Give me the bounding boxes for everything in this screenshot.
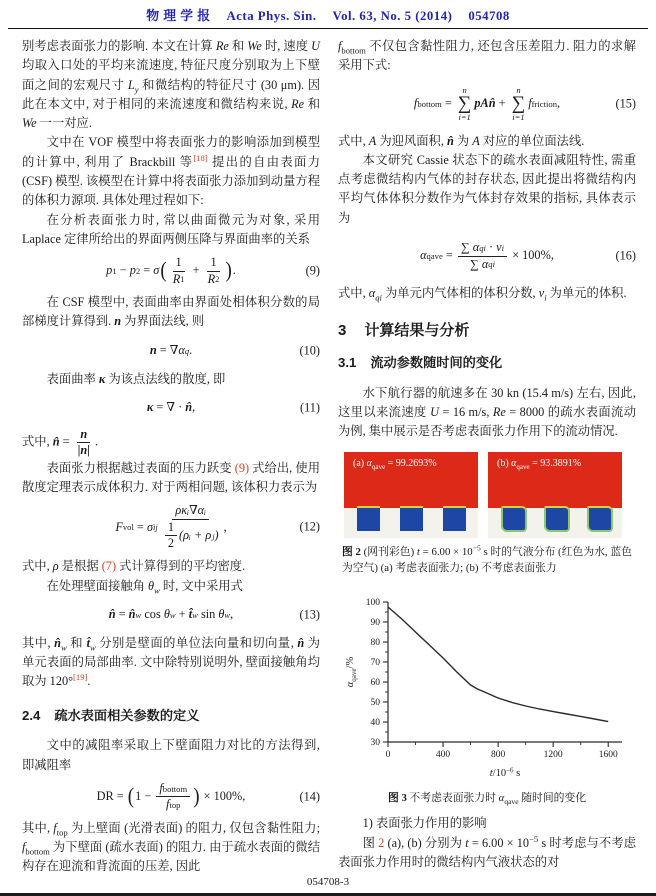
equation-16: α qave = ∑ α qi · v i ∑ α qi × 100%, (16) (420, 240, 636, 271)
equation-number: (13) (299, 607, 320, 622)
paragraph: 其中, $f_{top}$ 为上壁面 (光滑表面) 的阻力, 仅包含黏性阻力; $f_{bottom}$ 为下壁面 (疏水表面) 的阻力. 由于疏水表面的微结构存在迎流和背流面的压差, 因此 (22, 820, 320, 874)
air-pocket (443, 506, 466, 531)
equation-number: (11) (299, 400, 320, 415)
paragraph: 式中, A 为迎风面积, n̂ 为 A 对应的单位面法线. (338, 133, 585, 148)
svg-text:αqave/%: $\alpha_{qave}/\%$ (345, 656, 358, 688)
svg-text:400: 400 (435, 749, 451, 760)
paragraph: 在 CSF 模型中, 表面曲率由界面处相体积分数的局部梯度计算得到. n 为界面法线, 则 (22, 294, 320, 329)
equation-number: (16) (615, 248, 636, 263)
right-column (338, 37, 636, 877)
equation-number: (12) (299, 519, 320, 534)
paragraph: 图 2 (a), (b) 分别为 $t = 6.00 \times 10^{-5}$ s 时考虑与不考虑表面张力作用时的微结构内气液状态的对 (338, 833, 637, 869)
svg-text:40: 40 (370, 717, 380, 728)
equation-number: (10) (299, 342, 320, 357)
equation-number: (14) (299, 789, 320, 804)
page-number: 054708-3 (306, 876, 350, 888)
journal-header (0, 0, 656, 24)
paragraph-continued: 别考虑表面张力的影响. 本文在计算 Re 和 We 时, 速度 U 均取入口处的平均来流速度, 特征尺度分别取为上下壁面之间的宏观尺寸 $L_y$ 和微结构的特征尺寸 (30 μm). 因此在本文中, 对于相同的来流速度和微结构来说, Re 和 We 一一对应. (22, 39, 320, 131)
paragraph: 水下航行器的航速多在 30 kn (15.4 m/s) 左右, 因此, 这里以来流速度 U = 16 m/s, Re = 8000 的疏水表面流动为例, 集中展示是否考虑表面张力作用下的流动情况. (338, 385, 636, 439)
inline-definition: 式中, n̂ = $\frac{n}{|n|}$ . (22, 426, 99, 458)
paragraph: 式中, ρ 是根据 (7) 式计算得到的平均密度. (22, 559, 246, 574)
paragraph: 表面张力根据越过表面的压力跃变 (9) 式给出, 使用散度定理表示成体积力. 对于两相问题, 该体积力表示为 (22, 460, 320, 494)
journal-issue: Vol. 63, No. 5 (2014) (332, 9, 453, 23)
paragraph: 文中在 VOF 模型中将表面张力的影响添加到模型的计算中, 利用了 Brackbill 等[18] 提出的自由表面力 (CSF) 模型. 该模型在计算中将表面张力添加到动量方程的体积力源项. 具体处理过程如下: (22, 135, 321, 208)
paragraph: 在处理壁面接触角 $\theta_w$ 时, 文中采用式 (46, 578, 243, 596)
equation-11: κ = ∇ · n̂ , (11) (22, 395, 320, 421)
svg-text:70: 70 (370, 657, 380, 668)
air-pocket (501, 506, 527, 532)
equation-15: f bottom = n ∑ i=1 pAn̂ + n ∑ i=1 f friction , (15) (413, 85, 636, 122)
article-number: 054708 (468, 9, 510, 23)
figure-2b-image (488, 452, 622, 538)
journal-title-en: Acta Phys. Sin. (226, 9, 317, 23)
svg-text:t/10−6 s: $t/10^{-6}$ s (489, 766, 521, 779)
two-column-body (0, 29, 656, 877)
equation-number: (15) (615, 95, 636, 110)
air-pocket (544, 506, 570, 532)
left-column (22, 37, 320, 877)
paragraph: 文中的减阻率采取上下壁面阻力对比的方法得到, 即减阻率 (22, 738, 320, 772)
svg-text:90: 90 (370, 617, 380, 628)
line-chart-svg (340, 590, 632, 782)
reference-link[interactable]: [18] (193, 152, 208, 163)
svg-text:60: 60 (370, 677, 380, 688)
figure-3-caption: 图 3 不考虑表面张力时 $\alpha_{qave}$ 随时间的变化 (387, 792, 587, 807)
figure-2-caption: 图 2 (网刊彩色) $t = 6.00 \times 10^{-5}$ s 时的气液分布 (红色为水, 蓝色为空气) (a) 考虑表面张力; (b) 不考虑表面张力 (342, 542, 633, 574)
reference-link[interactable]: 2 (378, 835, 385, 850)
equation-14: DR = ( 1 − f bottom f top ) × 100%, (14) (96, 781, 320, 812)
figure-3-chart (340, 590, 636, 788)
subsection-heading-3-1: 3.1 流动参数随时间的变化 (338, 354, 503, 370)
equation-9: p 1 − p 2 = σ ( 1 R 1 + 1 R 2 ) . (9) (106, 255, 320, 286)
paragraph-continued: $f_{bottom}$ 不仅包含黏性阻力, 还包含压差阻力. 阻力的求解采用下式: (338, 39, 636, 73)
svg-text:80: 80 (370, 637, 380, 648)
equation-13: n̂ = n̂ w cos θ w + t̂ w sin θ w , (13) (22, 602, 320, 628)
air-pocket (357, 506, 380, 531)
section-heading-3: 3 计算结果与分析 (338, 322, 470, 340)
paragraph: 在分析表面张力时, 常以曲面微元为对象, 采用 Laplace 定律所给出的界面两侧压降与界面曲率的关系 (22, 212, 320, 246)
svg-text:100: 100 (365, 597, 380, 608)
svg-text:1200: 1200 (543, 749, 563, 760)
figure-2a-label: (a) $\alpha_{qave} = 99.2693\%$ (353, 457, 437, 471)
equation-10: n = ∇ α q . (10) (22, 338, 320, 364)
paragraph: 本文研究 Cassie 状态下的疏水表面减阻特性, 需重点考虑微结构内气体的封存状态, 因此提出将微结构内平均气体体积分数作为气体封存效果的指标, 具体表示为 (338, 152, 636, 225)
paragraph: 式中, $\alpha_{qi}$ 为单元内气体相的体积分数, $v_i$ 为单元的体积. (338, 286, 627, 303)
svg-text:0: 0 (385, 749, 391, 760)
subsection-heading-2-4: 2.4 疏水表面相关参数的定义 (22, 707, 200, 723)
air-pocket (587, 506, 613, 532)
figure-2a-image (344, 452, 478, 538)
reference-link[interactable]: (9) (234, 460, 250, 475)
figure-2b-label: (b) $\alpha_{qave} = 93.3891\%$ (497, 457, 582, 471)
journal-title-cn: 物 理 学 报 (146, 9, 211, 23)
paragraph: 表面曲率 κ 为该点法线的散度, 即 (46, 371, 226, 386)
data-series-line (388, 607, 608, 722)
equation-12: F vol = σ ij ρκᵢ∇αᵢ $\frac{1}{2}$ (ρᵢ + ρⱼ) , (12) (115, 503, 320, 550)
list-item-1: 1) 表面张力作用的影响 (362, 816, 487, 831)
svg-text:800: 800 (490, 749, 506, 760)
figure-2 (344, 452, 636, 538)
reference-link[interactable]: [19] (73, 672, 88, 683)
svg-text:1600: 1600 (598, 749, 618, 760)
air-pocket (400, 506, 423, 531)
svg-text:30: 30 (370, 737, 380, 748)
svg-text:50: 50 (370, 697, 380, 708)
reference-link[interactable]: (7) (101, 559, 117, 574)
paragraph: 其中, $n̂_w$ 和 $t̂_w$ 分别是壁面的单位法向量和切向量, n̂ 为单元表面的局部曲率. 文中除特别说明外, 壁面接触角均取为 120°[19]. (22, 635, 320, 689)
equation-number: (9) (305, 263, 320, 278)
